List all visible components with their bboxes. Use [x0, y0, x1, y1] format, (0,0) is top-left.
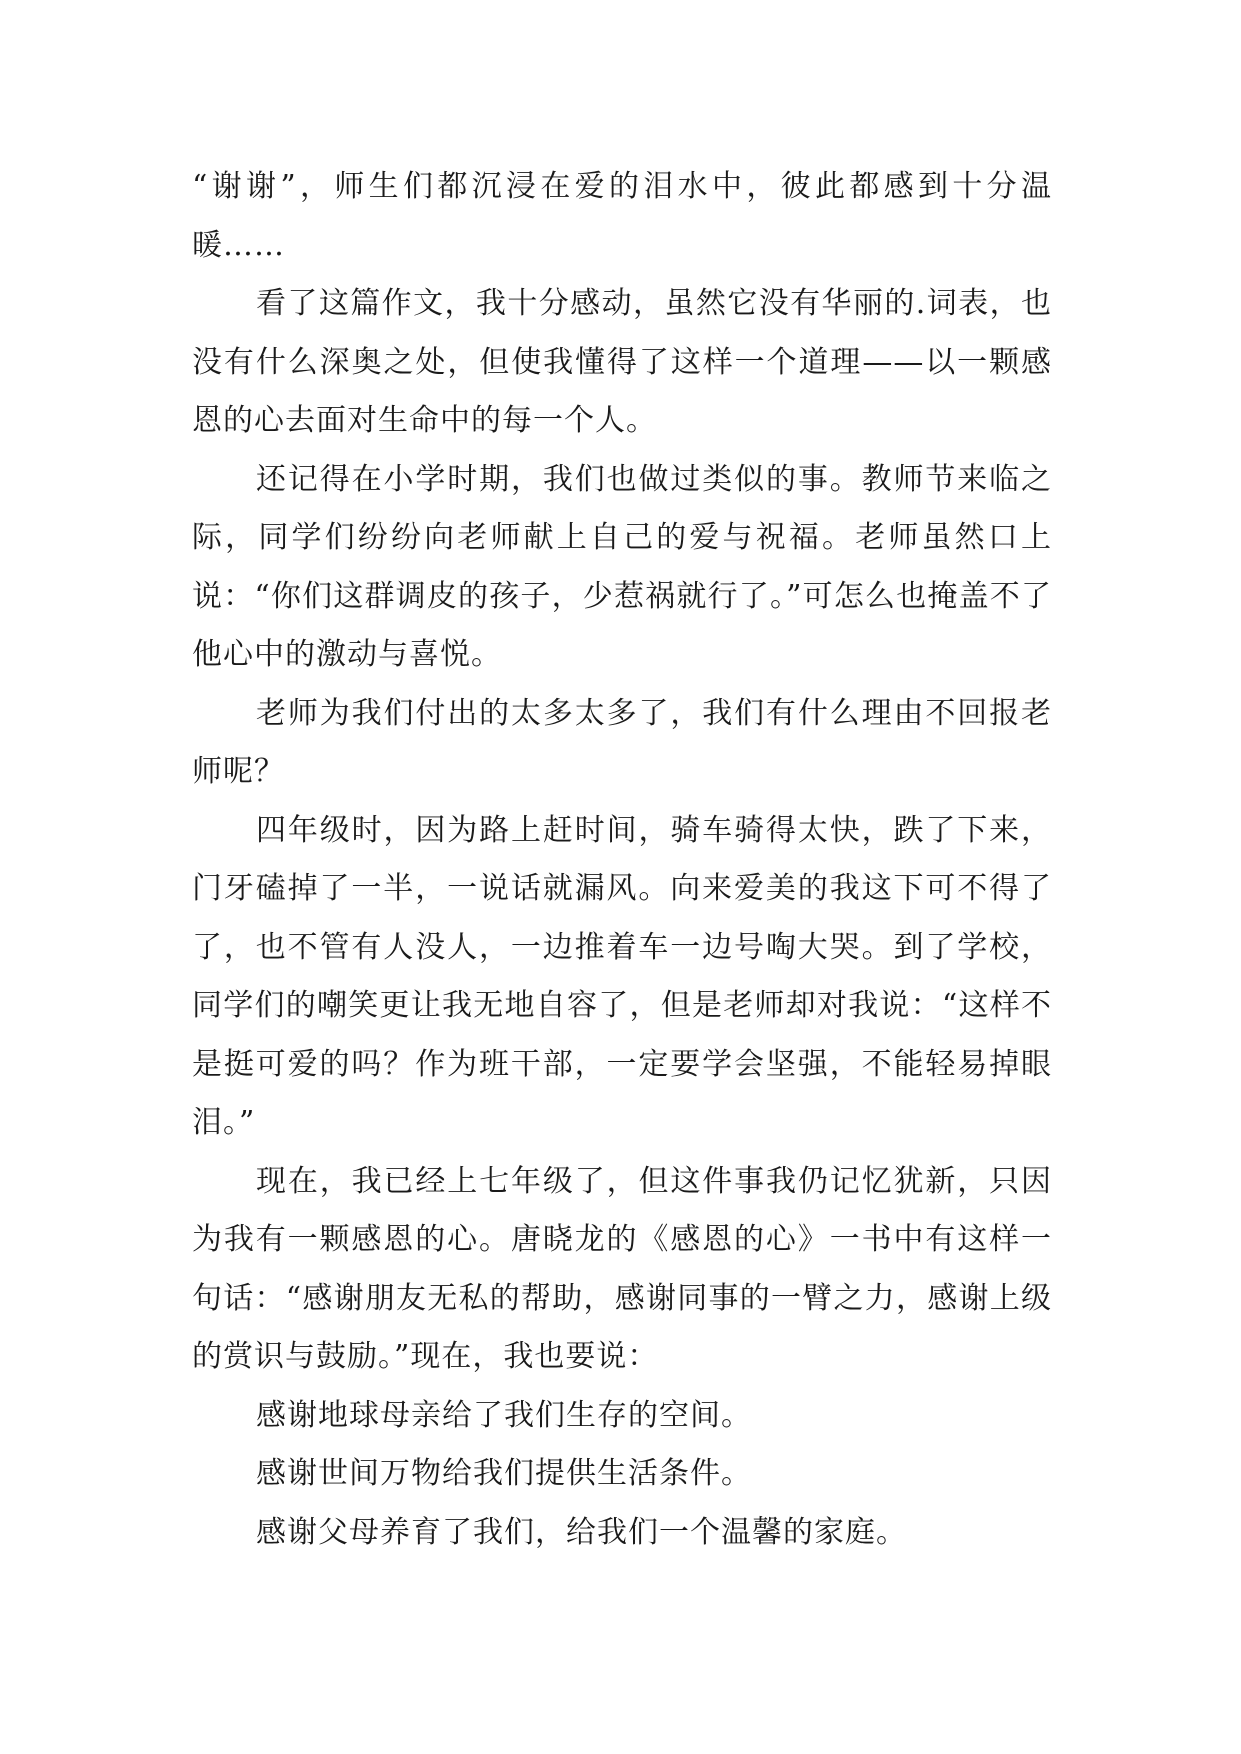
paragraph: 还记得在小学时期，我们也做过类似的事。教师节来临之际，同学们纷纷向老师献上自己的爱与祝福。老师虽然口上说：“你们这群调皮的孩子，少惹祸就行了。”可怎么也掩盖不了他心中的激动与喜悦。: [192, 461, 1052, 672]
paragraph: 感谢地球母亲给了我们生存的空间。: [256, 1397, 752, 1433]
paragraph: 现在，我已经上七年级了，但这件事我仍记忆犹新，只因为我有一颗感恩的心。唐晓龙的《感恩的心》一书中有这样一句话：“感谢朋友无私的帮助，感谢同事的一臂之力，感谢上级的赏识与鼓励。”现在，我也要说：: [192, 1163, 1052, 1374]
paragraph: 四年级时，因为路上赶时间，骑车骑得太快，跌了下来，门牙磕掉了一半，一说话就漏风。向来爱美的我这下可不得了了，也不管有人没人，一边推着车一边号啕大哭。到了学校，同学们的嘲笑更让我无地自容了，但是老师却对我说：“这样不是挺可爱的吗？作为班干部，一定要学会坚强，不能轻易掉眼泪。”: [192, 812, 1052, 1140]
document-body: [192, 158, 1052, 1562]
paragraph: 感谢父母养育了我们，给我们一个温馨的家庭。: [256, 1514, 907, 1550]
paragraph: 感谢世间万物给我们提供生活条件。: [256, 1456, 752, 1491]
paragraph: “谢谢”，师生们都沉浸在爱的泪水中，彼此都感到十分温暖……: [192, 169, 1052, 263]
paragraph: 看了这篇作文，我十分感动，虽然它没有华丽的.词表，也没有什么深奥之处，但使我懂得了这样一个道理——以一颗感恩的心去面对生命中的每一个人。: [192, 286, 1052, 438]
paragraph: 老师为我们付出的太多太多了，我们有什么理由不回报老师呢？: [192, 695, 1052, 789]
